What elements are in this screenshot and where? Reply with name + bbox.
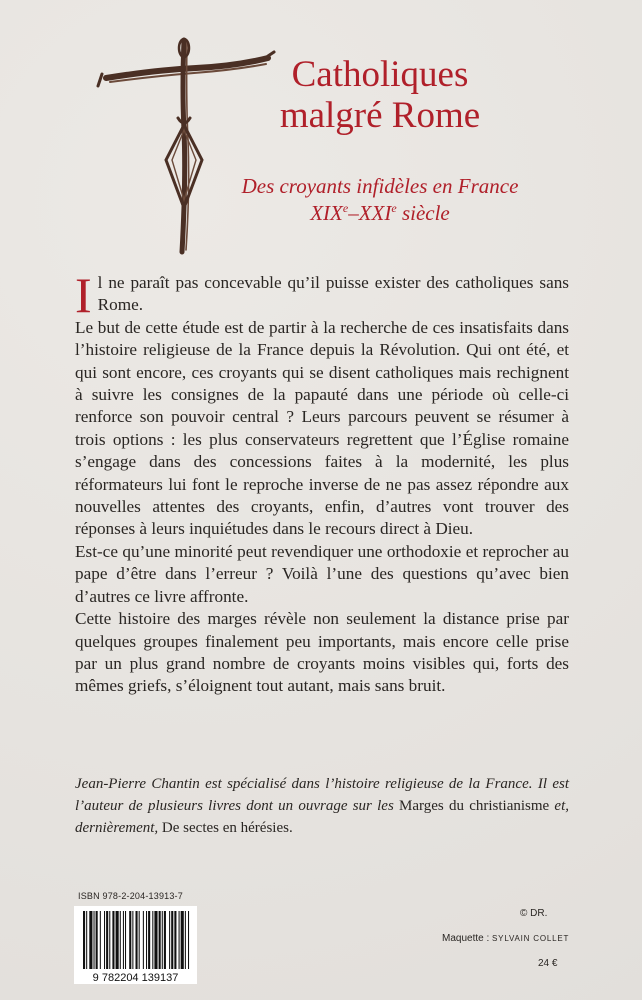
book-subtitle: Des croyants infidèles en France <box>241 174 519 198</box>
book-reference-1: Marges du christianisme <box>399 798 550 814</box>
summary-paragraph-4: Cette histoire des marges révèle non seulement la distance prise par quelques groupes finalement peu importants, mais encore celle prise par un plus grand nombre de croyants moins visibles qui, forts des mêmes griefs, s’éloignent tout autant, mais sans bruit. <box>75 609 569 696</box>
book-reference-2: De sectes en hérésies <box>161 820 289 836</box>
price-label: 24 € <box>538 958 558 969</box>
century-start-sup: e <box>342 201 349 215</box>
barcode-digits: 9 782204 139137 <box>92 972 179 984</box>
isbn-label: ISBN 978-2-204-13913-7 <box>78 891 183 901</box>
century-word: siècle <box>396 201 450 225</box>
summary-text <box>75 267 569 698</box>
drop-cap: I <box>75 267 92 323</box>
photo-credit: © DR. <box>520 908 548 919</box>
century-range <box>200 201 560 226</box>
title-line-1: Catholiques <box>291 54 469 95</box>
barcode-bars <box>74 906 197 984</box>
century-start: XIX <box>310 201 343 225</box>
century-end-sup: e <box>391 201 397 215</box>
author-bio-part-2: et, dernièrement, <box>75 798 569 836</box>
barcode <box>74 906 197 984</box>
summary-paragraph-3: Est-ce qu’une minorité peut revendiquer une orthodoxie et reprocher au pape d’être dans l’erreur ? Voilà l’une des questions qu’avec bien d’autres ce livre affronte. <box>75 541 569 606</box>
book-title <box>200 54 560 136</box>
century-separator: –XXI <box>348 201 392 225</box>
summary-paragraph-1-text: l ne paraît pas concevable qu’il puisse exister des catholiques sans Rome. <box>97 273 569 315</box>
author-bio <box>75 773 569 839</box>
summary-paragraph-1 <box>75 267 569 323</box>
author-bio-part-3: . <box>288 820 293 836</box>
designer-name: SYLVAIN COLLET <box>492 934 570 943</box>
maquette-label: Maquette : <box>442 933 490 944</box>
design-credit <box>442 933 569 944</box>
author-bio-part-1: Jean-Pierre Chantin est spécialisé dans l’histoire religieuse de la France. Il est l’auteur de plusieurs livres dont un ouvrage sur les <box>75 776 569 814</box>
title-line-2: malgré Rome <box>279 95 481 136</box>
summary-paragraph-2: Le but de cette étude est de partir à la recherche de ces insatisfaits dans l’histoire religieuse de la France depuis la Révolution. Qui ont été, et qui sont encore, ces croyants qui se disent catholiques mais rechignent à suivre les consignes de la papauté dans une période où celle-ci renforce son pouvoir central ? Leurs parcours peuvent se résumer à trois options : les plus conservateurs regrettent que l’Église romaine s’engage dans des concessions faites à la modernité, les plus réformateurs lui font le reproche inverse de ne pas assez répondre aux nouvelles attentes des croyants, enfin, d’autres vont trouver des réponses à leurs inquiétudes dans le recours direct à Dieu. <box>75 317 569 539</box>
